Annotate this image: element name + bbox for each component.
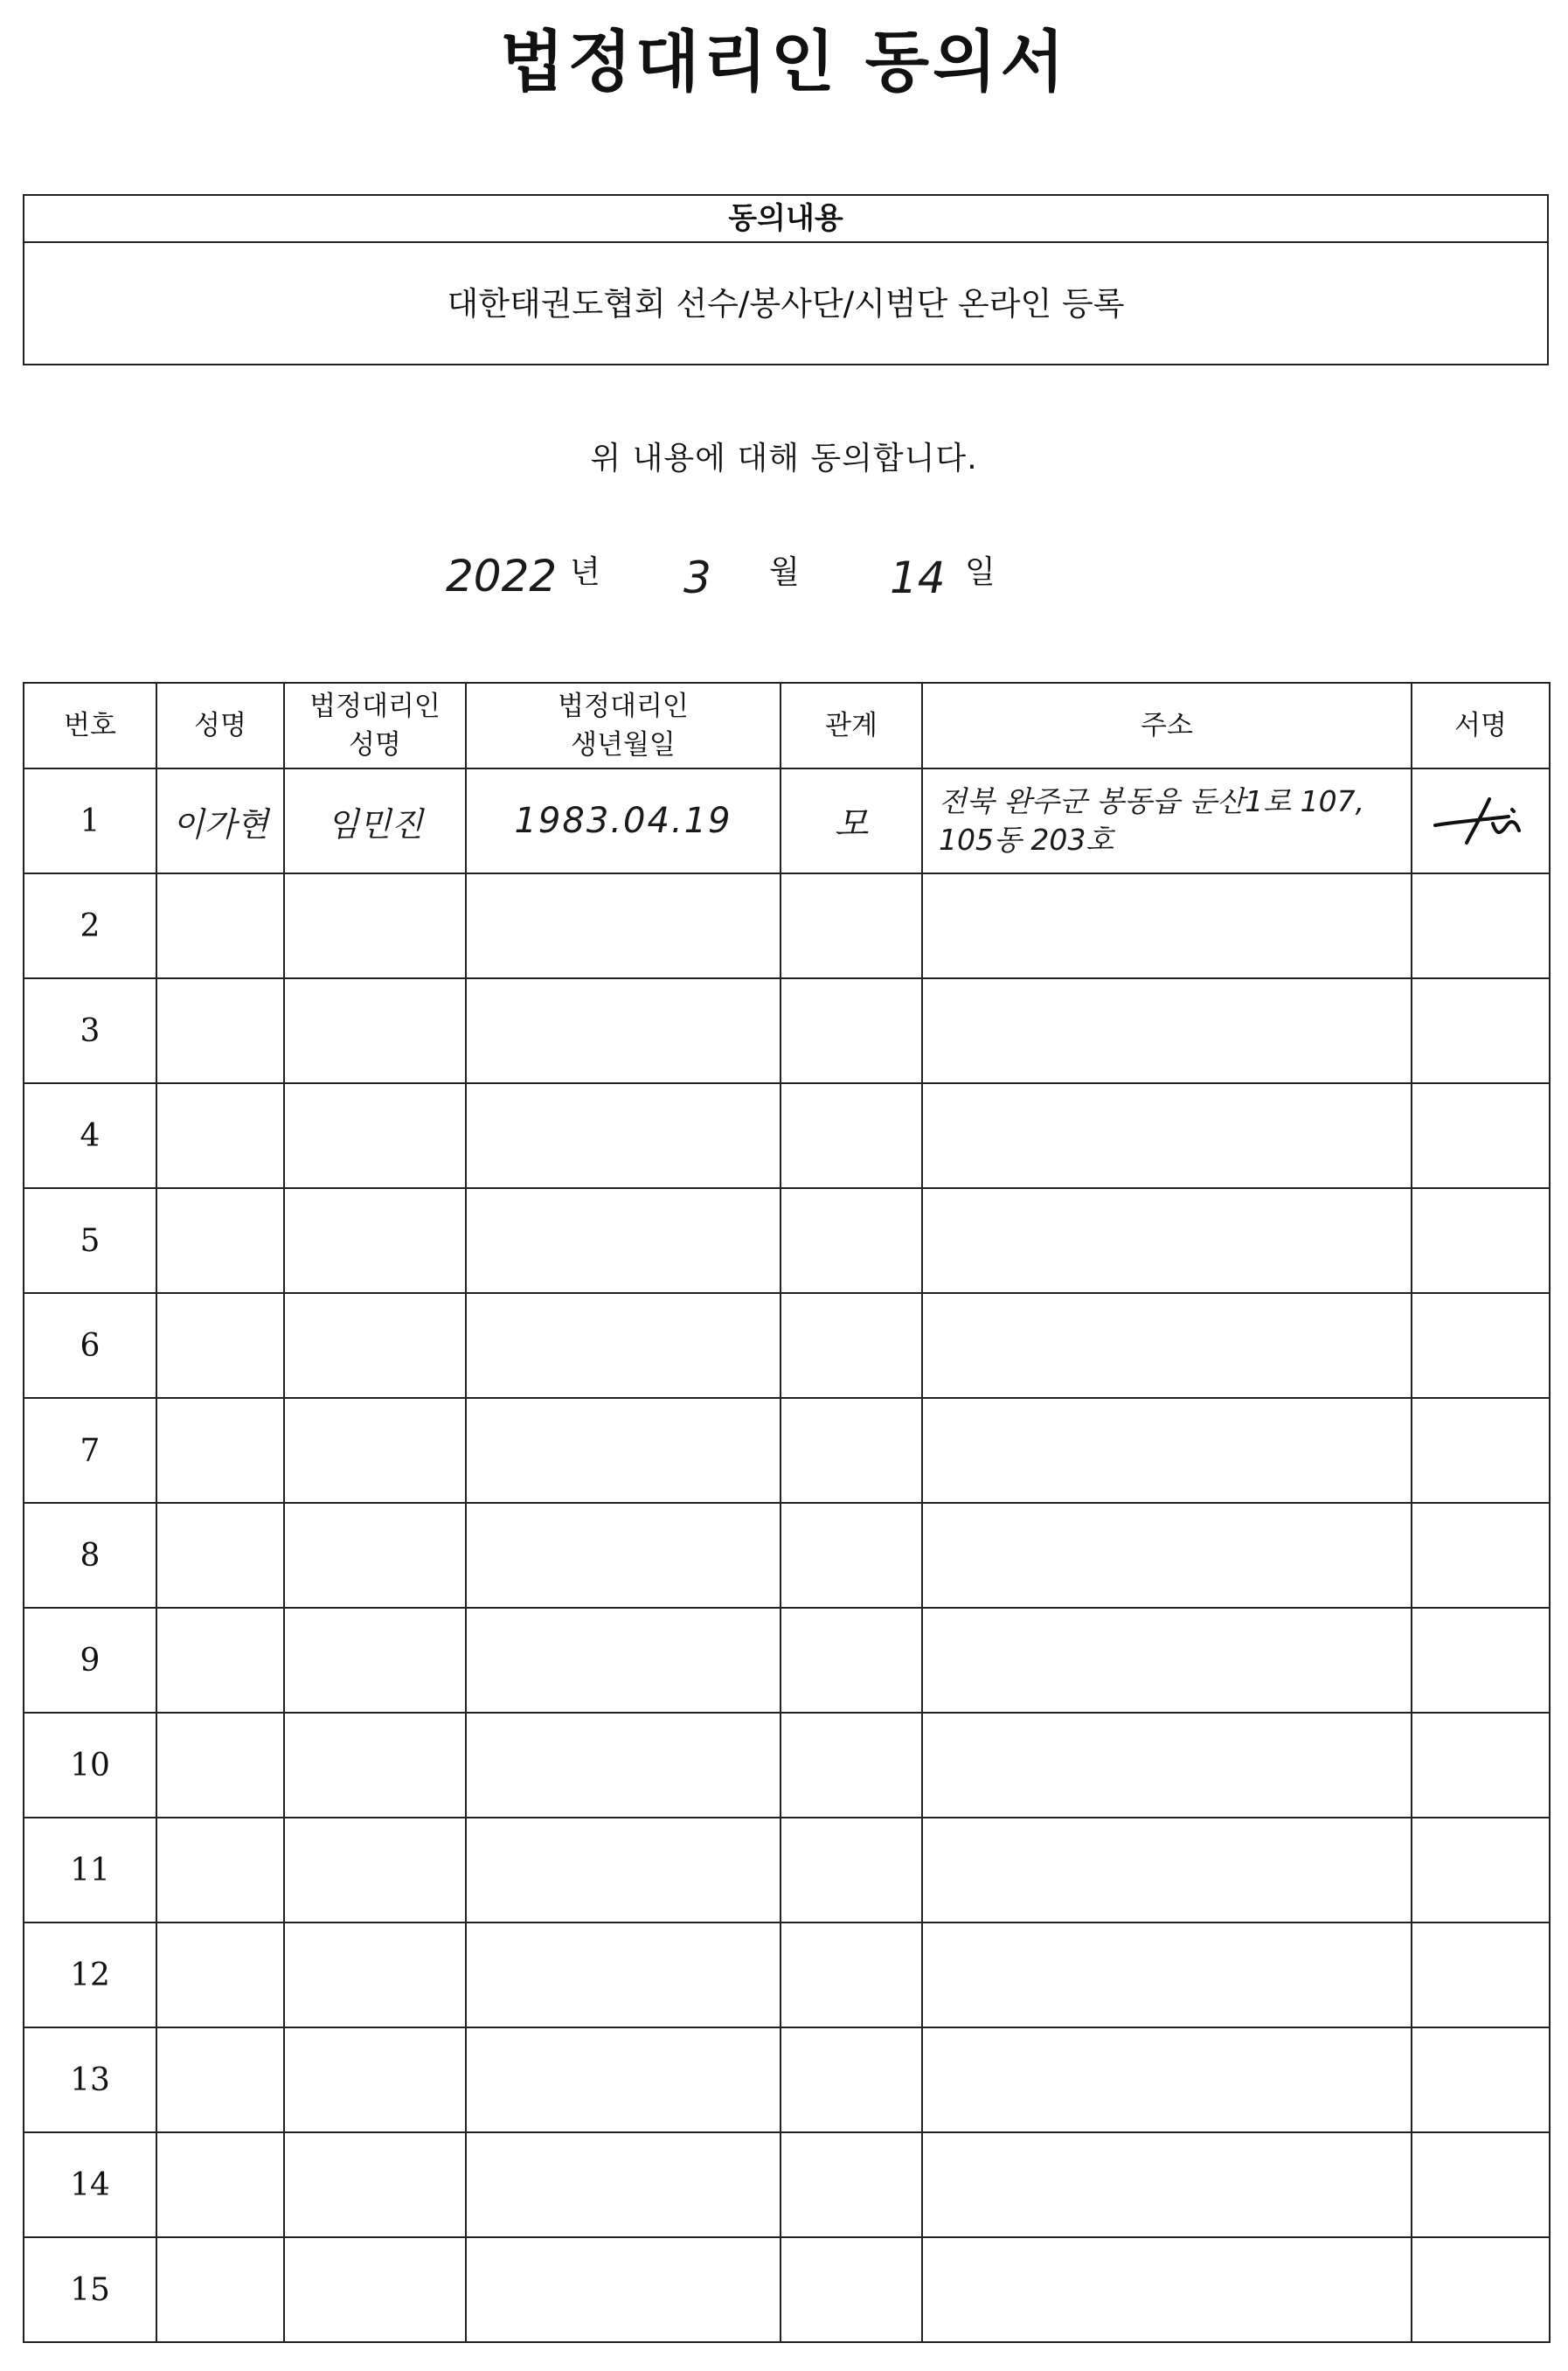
cell-guardian-birth — [466, 1293, 781, 1398]
cell-address — [922, 1083, 1412, 1188]
cell-relation — [781, 1188, 922, 1293]
cell-name — [156, 1398, 284, 1503]
cell-signature — [1412, 1923, 1550, 2027]
cell-name — [156, 2132, 284, 2237]
cell-name — [156, 2237, 284, 2342]
cell-signature — [1412, 1608, 1550, 1713]
cell-guardian-name — [284, 978, 466, 1083]
cell-name — [156, 2027, 284, 2132]
cell-guardian-name — [284, 1188, 466, 1293]
cell-guardian-birth — [466, 2237, 781, 2342]
cell-no: 7 — [24, 1398, 156, 1503]
cell-signature — [1412, 2027, 1550, 2132]
cell-name — [156, 978, 284, 1083]
cell-relation — [781, 1503, 922, 1608]
table-header-row — [24, 683, 1550, 768]
cell-signature — [1412, 1398, 1550, 1503]
cell-address — [922, 1713, 1412, 1818]
consent-box — [23, 194, 1549, 365]
cell-no: 4 — [24, 1083, 156, 1188]
cell-no: 14 — [24, 2132, 156, 2237]
cell-guardian-name — [284, 1923, 466, 2027]
cell-signature — [1412, 768, 1550, 873]
cell-relation — [781, 1293, 922, 1398]
cell-address — [922, 1398, 1412, 1503]
cell-relation — [781, 1713, 922, 1818]
table-row — [24, 1818, 1550, 1923]
cell-guardian-name — [284, 1713, 466, 1818]
cell-guardian-birth — [466, 1713, 781, 1818]
table-row — [24, 2027, 1550, 2132]
cell-guardian-birth — [466, 1083, 781, 1188]
table-row — [24, 1503, 1550, 1608]
cell-no: 3 — [24, 978, 156, 1083]
cell-name: 이가현 — [156, 768, 284, 873]
cell-relation: 모 — [781, 768, 922, 873]
cell-relation — [781, 1398, 922, 1503]
cell-guardian-birth — [466, 1608, 781, 1713]
header-relation: 관계 — [781, 683, 922, 768]
date-month-label: 월 — [769, 554, 800, 590]
cell-name — [156, 873, 284, 978]
document-title: 법정대리인 동의서 — [500, 23, 1068, 101]
cell-no: 1 — [24, 768, 156, 873]
cell-guardian-birth — [466, 978, 781, 1083]
cell-guardian-birth — [466, 1923, 781, 2027]
cell-relation — [781, 1923, 922, 2027]
cell-relation — [781, 873, 922, 978]
cell-no: 2 — [24, 873, 156, 978]
cell-relation — [781, 2237, 922, 2342]
agreement-text: 위 내용에 대해 동의합니다. — [590, 441, 978, 476]
cell-name — [156, 1188, 284, 1293]
date-day-label: 일 — [965, 554, 996, 590]
cell-signature — [1412, 1083, 1550, 1188]
header-guardian-birth-line2: 생년월일 — [571, 729, 676, 761]
header-name: 성명 — [156, 683, 284, 768]
table-row — [24, 873, 1550, 978]
cell-signature — [1412, 1293, 1550, 1398]
table-row — [24, 2132, 1550, 2237]
header-guardian-birth-line1: 법정대리인 — [558, 691, 689, 722]
header-address: 주소 — [922, 683, 1412, 768]
cell-guardian-name: 임민진 — [284, 768, 466, 873]
cell-signature — [1412, 1818, 1550, 1923]
cell-signature — [1412, 978, 1550, 1083]
cell-signature — [1412, 2132, 1550, 2237]
cell-guardian-birth — [466, 2027, 781, 2132]
cell-relation — [781, 1818, 922, 1923]
cell-address — [922, 1923, 1412, 2027]
cell-name — [156, 1503, 284, 1608]
cell-guardian-name — [284, 2027, 466, 2132]
cell-signature — [1412, 1503, 1550, 1608]
cell-no: 9 — [24, 1608, 156, 1713]
cell-no: 12 — [24, 1923, 156, 2027]
cell-address — [922, 2132, 1412, 2237]
cell-no: 8 — [24, 1503, 156, 1608]
cell-relation — [781, 978, 922, 1083]
cell-guardian-name — [284, 1608, 466, 1713]
cell-signature — [1412, 1188, 1550, 1293]
cell-guardian-birth — [466, 1188, 781, 1293]
table-row — [24, 768, 1550, 873]
cell-guardian-birth: 1983.04.19 — [466, 768, 781, 873]
cell-guardian-birth — [466, 1398, 781, 1503]
cell-address: 전북 완주군 봉동읍 둔산1로 107, 105동 203호 — [922, 768, 1412, 873]
consent-content: 대한태권도협회 선수/봉사단/시범단 온라인 등록 — [447, 285, 1125, 323]
cell-name — [156, 1818, 284, 1923]
cell-no: 5 — [24, 1188, 156, 1293]
cell-address — [922, 2027, 1412, 2132]
cell-address — [922, 978, 1412, 1083]
header-guardian-name-line1: 법정대리인 — [309, 691, 441, 722]
header-guardian-name — [284, 683, 466, 768]
cell-guardian-name — [284, 1398, 466, 1503]
header-signature: 서명 — [1412, 683, 1550, 768]
signature-mark-icon — [1428, 790, 1533, 852]
cell-name — [156, 1293, 284, 1398]
date-month: 3 — [683, 553, 711, 603]
cell-guardian-name — [284, 2132, 466, 2237]
cell-signature — [1412, 1713, 1550, 1818]
cell-relation — [781, 2132, 922, 2237]
table-row — [24, 1608, 1550, 1713]
cell-guardian-name — [284, 2237, 466, 2342]
cell-guardian-birth — [466, 873, 781, 978]
cell-no: 11 — [24, 1818, 156, 1923]
cell-no: 15 — [24, 2237, 156, 2342]
cell-guardian-birth — [466, 2132, 781, 2237]
cell-signature — [1412, 873, 1550, 978]
cell-name — [156, 1083, 284, 1188]
cell-guardian-name — [284, 1818, 466, 1923]
date-line — [0, 547, 1568, 617]
table-body — [24, 768, 1550, 2342]
cell-guardian-name — [284, 1083, 466, 1188]
cell-no: 6 — [24, 1293, 156, 1398]
cell-guardian-name — [284, 873, 466, 978]
date-year: 2022 — [446, 551, 558, 601]
cell-guardian-birth — [466, 1503, 781, 1608]
cell-name — [156, 1713, 284, 1818]
cell-address — [922, 873, 1412, 978]
date-day: 14 — [890, 553, 946, 603]
cell-relation — [781, 1608, 922, 1713]
cell-address — [922, 2237, 1412, 2342]
header-guardian-birth — [466, 683, 781, 768]
cell-address — [922, 1608, 1412, 1713]
header-no: 번호 — [24, 683, 156, 768]
table-row — [24, 2237, 1550, 2342]
cell-relation — [781, 1083, 922, 1188]
cell-address — [922, 1293, 1412, 1398]
table-row — [24, 1713, 1550, 1818]
date-year-label: 년 — [570, 554, 600, 590]
table-row — [24, 1083, 1550, 1188]
cell-address — [922, 1818, 1412, 1923]
cell-name — [156, 1608, 284, 1713]
cell-relation — [781, 2027, 922, 2132]
table-row — [24, 1923, 1550, 2027]
cell-address — [922, 1188, 1412, 1293]
header-guardian-name-line2: 성명 — [349, 729, 401, 761]
cell-guardian-birth — [466, 1818, 781, 1923]
consent-header: 동의내용 — [24, 196, 1547, 243]
cell-no: 13 — [24, 2027, 156, 2132]
table-row — [24, 1188, 1550, 1293]
table-row — [24, 978, 1550, 1083]
table-row — [24, 1398, 1550, 1503]
cell-name — [156, 1923, 284, 2027]
cell-guardian-name — [284, 1503, 466, 1608]
cell-signature — [1412, 2237, 1550, 2342]
cell-no: 10 — [24, 1713, 156, 1818]
table-row — [24, 1293, 1550, 1398]
cell-guardian-name — [284, 1293, 466, 1398]
cell-address — [922, 1503, 1412, 1608]
guardian-table — [23, 682, 1551, 2343]
